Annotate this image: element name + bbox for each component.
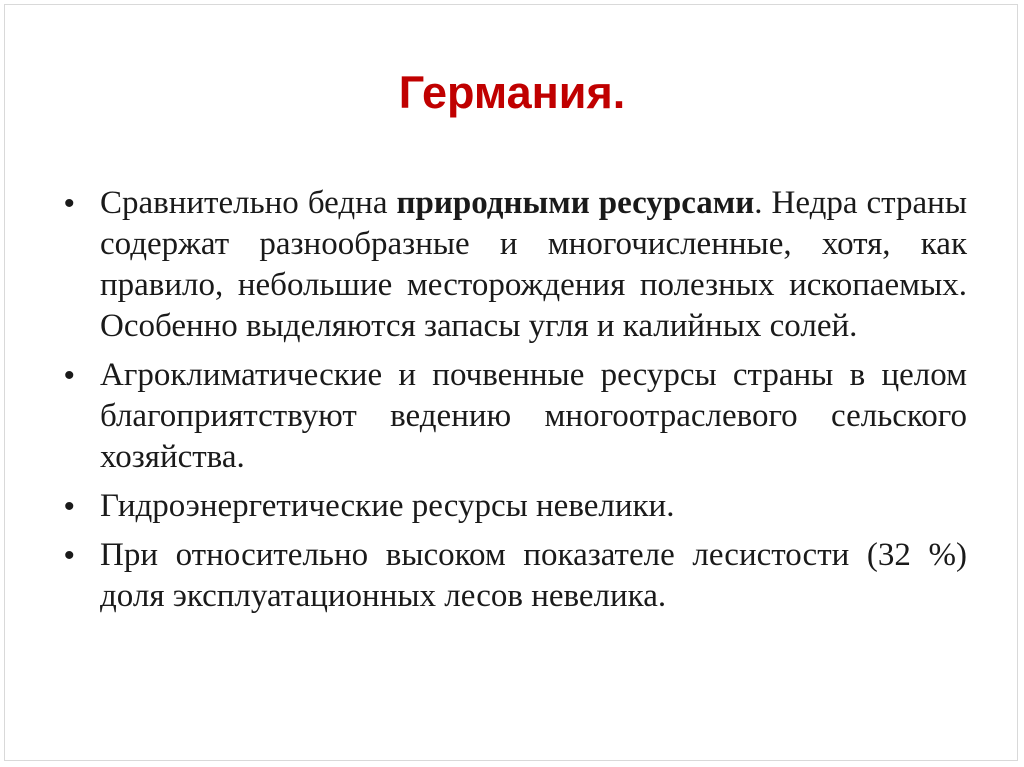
bullet-text: При относительно высоком показателе лесистости (32 %) доля эксплуатационных лесов невелика. xyxy=(100,537,967,614)
bullet-text-bold: природными ресурсами xyxy=(396,185,755,221)
bullet-marker: • xyxy=(64,539,75,572)
slide-title: Германия. xyxy=(398,67,626,118)
bullet-item-agroclimatic xyxy=(64,355,967,478)
bullet-item-natural-resources xyxy=(64,183,967,347)
bullet-text-part: Сравнительно бедна xyxy=(100,185,397,221)
bullet-item-forests xyxy=(64,535,967,617)
bullet-marker: • xyxy=(64,359,75,392)
bullet-marker: • xyxy=(64,187,75,220)
bullet-text: Гидроэнергетические ресурсы невелики. xyxy=(100,488,675,524)
bullet-text: Агроклиматические и почвенные ресурсы страны в целом благоприятствуют ведению многоотраслевого сельского хозяйства. xyxy=(100,357,967,475)
bullet-marker: • xyxy=(64,490,75,523)
bullet-item-hydropower xyxy=(64,486,967,527)
bullet-list xyxy=(64,183,967,625)
bullet-text-part: . Недра страны содержат разнообразные и многочисленные, хотя, как правило, небольшие месторождения полезных ископаемых. Особенно выделяются запасы угля и калийных солей. xyxy=(100,185,967,344)
